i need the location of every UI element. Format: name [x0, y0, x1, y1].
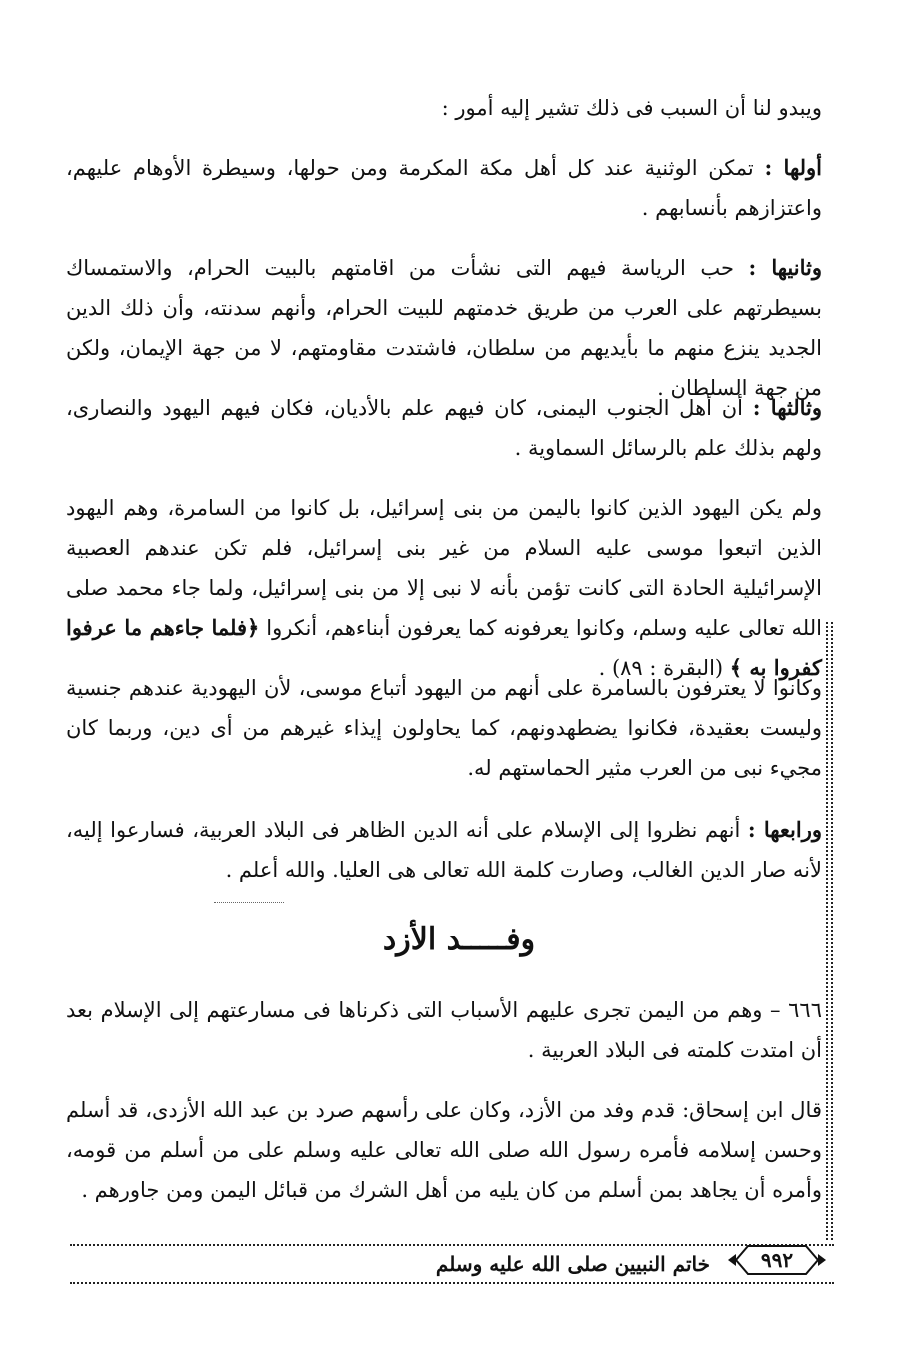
footer-bottom-rule [70, 1282, 834, 1284]
fourth-reason-paragraph [66, 810, 822, 890]
intro-text: ويبدو لنا أن السبب فى ذلك تشير إليه أمور : [441, 96, 822, 120]
ibn-ishaq-text: قال ابن إسحاق: قدم وفد من الأزد، وكان على رأسهم صرد بن عبد الله الأزدى، قد أسلم وحسن إسلامه فأمره رسول الله صلى الله تعالى عليه وسلم على من أسلم من قومه، وأمره أن يجاهد بمن أسلم من كان يليه من أهل الشرك من قبائل اليمن ومن جاورهم . [66, 1098, 822, 1202]
second-reason-text: حب الرياسة فيهم التى نشأت من اقامتهم بالبيت الحرام، والاستمساك بسيطرتهم على العرب من طريق خدمتهم للبيت الحرام، وأنهم سدنته، وأن ذلك الدين الجديد ينزع منهم ما بأيديهم من سلطان، فاشتدت مقاومتهم، لا من جهة الإيمان، ولكن من جهة السلطان . [66, 256, 822, 400]
first-reason-lead: أولها : [764, 155, 822, 180]
page-number: ٩٩٢ [760, 1248, 794, 1272]
running-footer-title: خاتم النبيين صلى الله عليه وسلم [435, 1252, 710, 1276]
fourth-reason-text: أنهم نظروا إلى الإسلام على أنه الدين الظاهر فى البلاد العربية، فسارعوا إليه، لأنه صار الدين الغالب، وصارت كلمة الله تعالى هى العليا. والله أعلم . [66, 818, 822, 882]
fourth-reason-lead: ورابعها : [747, 817, 823, 842]
page-number-badge [724, 1240, 830, 1280]
first-reason-text: تمكن الوثنية عند كل أهل مكة المكرمة ومن حولها، وسيطرة الأوهام عليهم، واعتزازهم بأنسابهم . [66, 156, 822, 220]
ibn-ishaq-paragraph [66, 1090, 822, 1210]
quran-quote: ﴿فلما جاءهم ما عرفوا كفروا به ﴾ [66, 615, 822, 680]
third-reason-paragraph [66, 388, 822, 468]
paragraph-666 [66, 990, 822, 1070]
first-reason-paragraph [66, 148, 822, 228]
second-reason-lead: وثانيها : [748, 255, 822, 280]
footer-top-rule [70, 1244, 834, 1246]
jews-text: ولم يكن اليهود الذين كانوا باليمن من بنى إسرائيل، بل كانوا من السامرة، وهم اليهود الذين اتبعوا موسى عليه السلام من غير بنى إسرائيل، فلم تكن عندهم العصبية الإسرائيلية الحادة التى كانت تؤمن بأنه لا نبى إلا من بنى إسرائيل، ولما جاء محمد صلى الله تعالى عليه وسلم، وكانوا يعرفونه كما يعرفون أبناءهم، أنكروا [66, 496, 822, 640]
paragraph-666-text: ٦٦٦ – وهم من اليمن تجرى عليهم الأسباب التى ذكرناها فى مسارعتهم إلى الإسلام بعد أن امتدت كلمته فى البلاد العربية . [66, 998, 822, 1062]
ink-speck [214, 902, 284, 911]
intro-paragraph [66, 88, 822, 128]
second-reason-paragraph [66, 248, 822, 408]
section-heading: وفـــــد الأزد [382, 922, 536, 957]
samaritans-paragraph [66, 668, 822, 788]
third-reason-text: أن أهل الجنوب اليمنى، كان فيهم علم بالأديان، فكان فيهم اليهود والنصارى، ولهم بذلك علم بالرسائل السماوية . [66, 396, 822, 460]
samaritans-text: وكانوا لا يعترفون بالسامرة على أنهم من اليهود أتباع موسى، لأن اليهودية عندهم جنسية وليست بعقيدة، فكانوا يضطهدونهم، كما يحاولون إيذاء غيرهم من أى دين، وربما كان مجيء نبى من العرب مثير الحماستهم له. [66, 676, 822, 780]
quran-reference: (البقرة : ٨٩) . [598, 656, 730, 680]
jews-paragraph [66, 488, 822, 688]
third-reason-lead: وثالثها : [752, 395, 822, 420]
